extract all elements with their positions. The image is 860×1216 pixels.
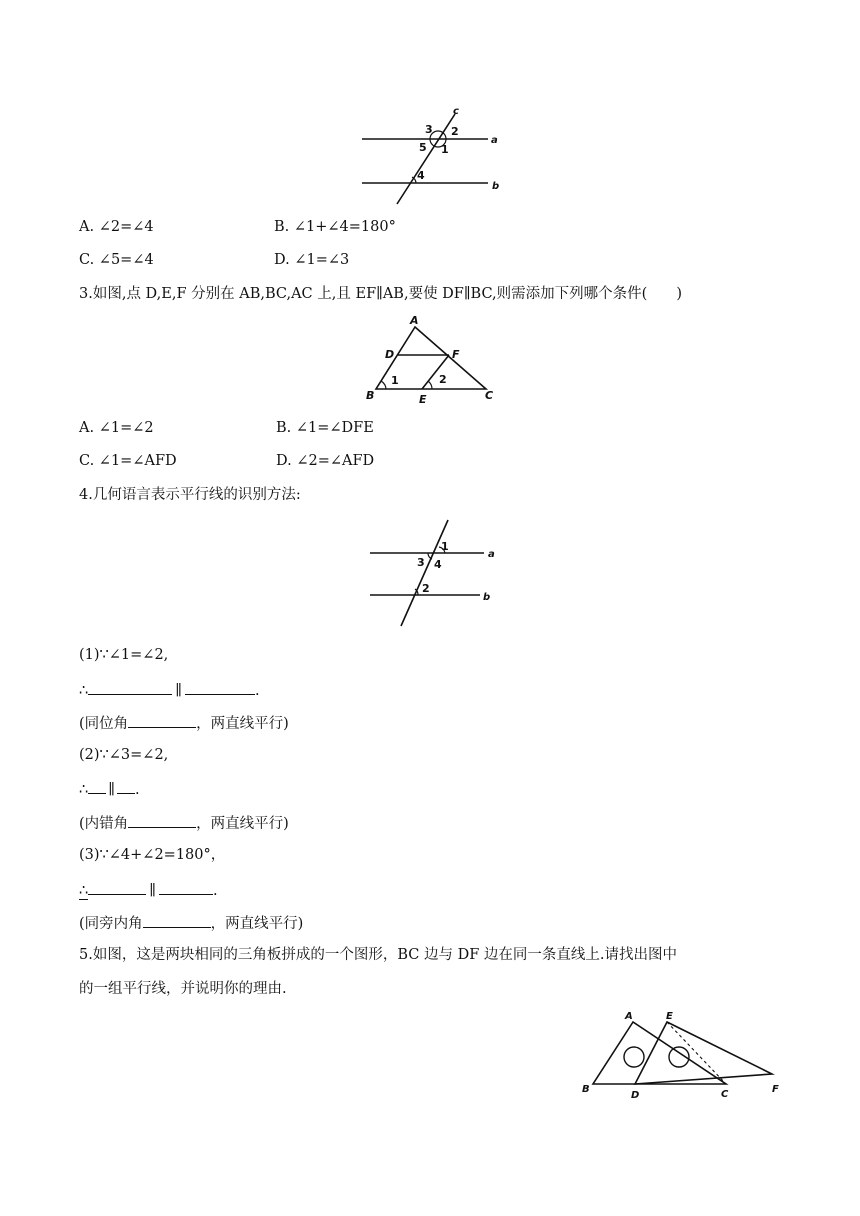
therefore-symbol: ∴: [79, 683, 89, 699]
reason-prefix: (同旁内角: [79, 916, 143, 932]
label-E: E: [666, 1011, 673, 1022]
q5-stem-line2: 的一组平行线，并说明你的理由.: [79, 981, 287, 997]
q3-option-d[interactable]: D. ∠2=∠AFD: [276, 453, 375, 469]
period: .: [134, 782, 140, 798]
label-a: a: [491, 135, 498, 146]
label-B: B: [366, 389, 375, 402]
q4-part3-reason: [79, 912, 303, 934]
q3-figure: [362, 312, 502, 408]
reason-suffix: ，两直线平行): [196, 816, 289, 832]
blank-line-5[interactable]: [88, 879, 146, 895]
q4-part3-conclusion: [79, 879, 218, 901]
q4-part2-conclusion: [79, 778, 140, 800]
q4-part2-given: (2)∵∠3=∠2,: [79, 747, 169, 763]
reason-prefix: (同位角: [79, 716, 129, 732]
label-3: 3: [425, 123, 433, 136]
q3-option-a[interactable]: A. ∠1=∠2: [79, 420, 154, 436]
dashed-hidden-edge: [667, 1022, 726, 1084]
label-E: E: [419, 393, 427, 406]
hole-circle-1: [624, 1047, 644, 1067]
transversal: [401, 520, 448, 626]
q4-figure: [362, 515, 502, 631]
q4-part3-given: (3)∵∠4+∠2=180°，: [79, 847, 226, 863]
q2-option-b[interactable]: B. ∠1+∠4=180°: [274, 219, 396, 235]
therefore-symbol: ∴: [79, 883, 89, 899]
q4-part1-reason: [79, 712, 289, 734]
parallel-symbol: ∥: [149, 883, 156, 899]
blank-line-3[interactable]: [88, 778, 106, 794]
label-2: 2: [422, 582, 430, 595]
label-D: D: [631, 1090, 640, 1101]
q4-stem: 4.几何语言表示平行线的识别方法:: [79, 487, 301, 503]
q4-part1-given: (1)∵∠1=∠2,: [79, 647, 169, 663]
q4-part2-reason: [79, 812, 289, 834]
period: .: [254, 683, 260, 699]
reason-prefix: (内错角: [79, 816, 129, 832]
q3-option-b[interactable]: B. ∠1=∠DFE: [276, 420, 374, 436]
blank-line-2[interactable]: [185, 679, 255, 695]
label-D: D: [385, 348, 395, 361]
period: .: [212, 883, 218, 899]
q3-option-c[interactable]: C. ∠1=∠AFD: [79, 453, 177, 469]
label-F: F: [772, 1084, 779, 1095]
label-A: A: [410, 314, 419, 327]
q2-figure: [355, 100, 515, 210]
q2-option-a[interactable]: A. ∠2=∠4: [79, 219, 154, 235]
triangle-abc: [593, 1022, 726, 1084]
parallel-symbol: ∥: [108, 782, 115, 798]
therefore-symbol: ∴: [79, 782, 89, 798]
q2-option-c[interactable]: C. ∠5=∠4: [79, 252, 154, 268]
blank-reason-3[interactable]: [143, 912, 211, 928]
blank-line-4[interactable]: [117, 778, 135, 794]
blank-reason-1[interactable]: [128, 712, 196, 728]
label-5: 5: [419, 141, 427, 154]
label-2: 2: [451, 125, 459, 138]
label-F: F: [452, 348, 460, 361]
reason-suffix: ，两直线平行): [210, 916, 304, 932]
q4-part1-conclusion: [79, 679, 260, 701]
blank-line-1[interactable]: [88, 679, 172, 695]
label-C: C: [485, 389, 494, 402]
parallel-symbol: ∥: [175, 683, 182, 699]
label-4: 4: [417, 169, 425, 182]
label-3: 3: [417, 556, 425, 569]
label-4: 4: [434, 558, 442, 571]
label-c: c: [453, 106, 459, 117]
blank-line-6[interactable]: [159, 879, 213, 895]
triangle-def: [635, 1022, 772, 1084]
q5-figure: [576, 1005, 786, 1105]
q2-option-d[interactable]: D. ∠1=∠3: [274, 252, 350, 268]
label-A: A: [625, 1011, 633, 1022]
label-1: 1: [391, 374, 399, 387]
blank-reason-2[interactable]: [128, 812, 196, 828]
angle-arc-1: [381, 381, 386, 389]
label-2: 2: [439, 373, 447, 386]
label-C: C: [721, 1089, 729, 1100]
label-B: B: [582, 1084, 590, 1095]
q3-stem: 3.如图,点 D,E,F 分别在 AB,BC,AC 上,且 EF∥AB,要使 DF∥BC,则需添加下列哪个条件( ): [79, 286, 682, 302]
label-a: a: [488, 549, 495, 560]
q5-stem-line1: 5.如图，这是两块相同的三角板拼成的一个图形，BC 边与 DF 边在同一条直线上.请找出图中: [79, 947, 677, 963]
angle-arc-2: [428, 381, 432, 389]
label-b: b: [492, 181, 500, 192]
label-b: b: [483, 592, 491, 603]
reason-suffix: ，两直线平行): [196, 716, 289, 732]
label-1: 1: [441, 143, 449, 156]
label-1: 1: [441, 540, 449, 553]
